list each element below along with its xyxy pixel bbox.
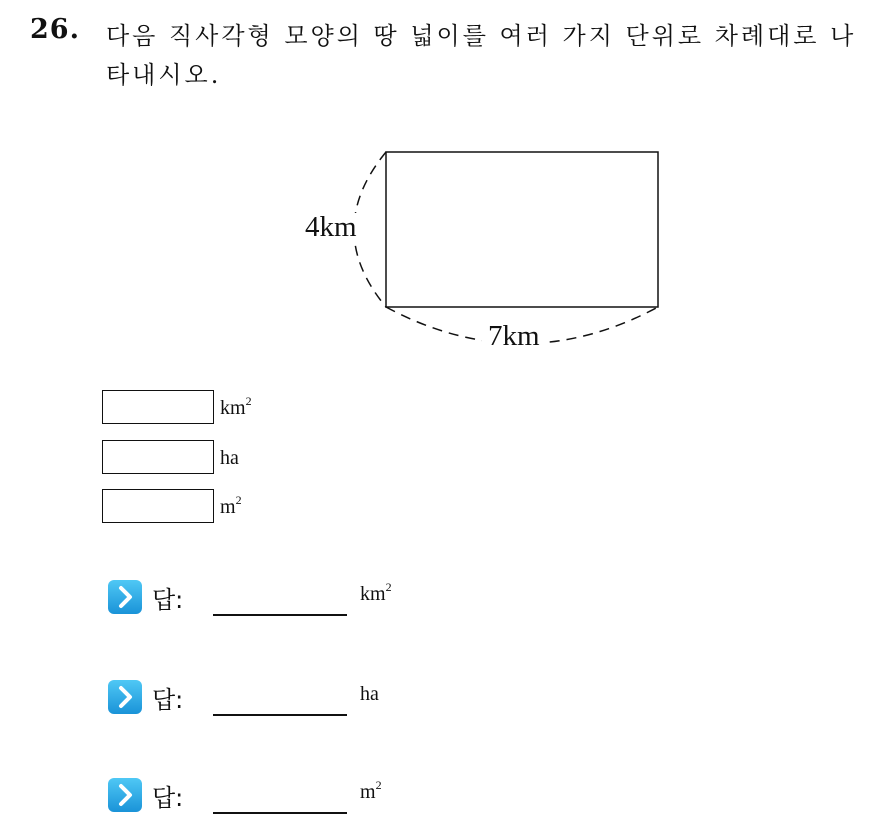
- answer-blank[interactable]: [213, 614, 347, 616]
- answer-unit: ha: [360, 683, 379, 705]
- blank-box[interactable]: [102, 489, 214, 523]
- question-text: 다음 직사각형 모양의 땅 넓이를 여러 가지 단위로 차례대로 나타내시오.: [106, 22, 857, 89]
- answer-row-km2: [108, 578, 508, 622]
- blank-box[interactable]: [102, 390, 214, 424]
- chevron-right-icon: [108, 580, 142, 614]
- unit-label: $m^2$: [220, 493, 242, 518]
- answer-blank[interactable]: [213, 812, 347, 814]
- blank-box[interactable]: [102, 440, 214, 474]
- chevron-right-icon: [108, 778, 142, 812]
- answer-label: 답:: [152, 586, 184, 614]
- answer-row-m2: [108, 776, 508, 820]
- answer-label: 답:: [152, 686, 184, 714]
- answer-blank[interactable]: [213, 714, 347, 716]
- answer-label: 답:: [152, 784, 184, 812]
- land-rectangle: [386, 152, 658, 307]
- unit-label: ha: [220, 447, 239, 469]
- answer-row-ha: [108, 678, 508, 722]
- rectangle-figure: [0, 0, 884, 400]
- question-number: 26.: [30, 14, 80, 45]
- answer-unit: $km^2$: [360, 580, 392, 605]
- width-label: 7km: [482, 322, 546, 351]
- chevron-right-icon: [108, 680, 142, 714]
- answer-unit: $m^2$: [360, 778, 382, 803]
- height-dimension-arc: [354, 152, 386, 307]
- unit-label: $km^2$: [220, 394, 252, 419]
- height-label: 4km: [305, 211, 357, 243]
